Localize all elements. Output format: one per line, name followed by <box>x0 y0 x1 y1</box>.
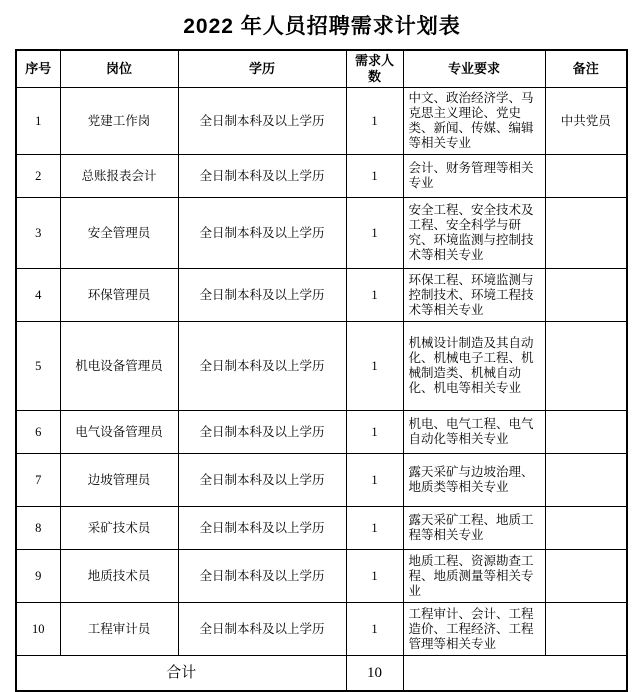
cell-position: 电气设备管理员 <box>60 411 178 454</box>
cell-remark <box>545 550 627 603</box>
cell-education: 全日制本科及以上学历 <box>178 507 346 550</box>
cell-count: 1 <box>346 411 403 454</box>
cell-major: 会计、财务管理等相关专业 <box>403 155 545 198</box>
table-row <box>16 454 627 507</box>
cell-no: 7 <box>16 454 60 507</box>
cell-position: 机电设备管理员 <box>60 322 178 411</box>
cell-remark <box>545 454 627 507</box>
cell-position: 总账报表会计 <box>60 155 178 198</box>
cell-major: 工程审计、会计、工程造价、工程经济、工程管理等相关专业 <box>403 603 545 656</box>
cell-major: 机械设计制造及其自动化、机械电子工程、机械制造类、机械自动化、机电等相关专业 <box>403 322 545 411</box>
cell-count: 1 <box>346 198 403 269</box>
cell-remark <box>545 269 627 322</box>
cell-position: 工程审计员 <box>60 603 178 656</box>
cell-count: 1 <box>346 155 403 198</box>
cell-education: 全日制本科及以上学历 <box>178 198 346 269</box>
table-row <box>16 198 627 269</box>
cell-remark <box>545 155 627 198</box>
cell-no: 3 <box>16 198 60 269</box>
summary-label: 合计 <box>16 656 346 692</box>
header-cell-remark: 备注 <box>545 50 627 88</box>
cell-no: 6 <box>16 411 60 454</box>
cell-remark <box>545 411 627 454</box>
table-row <box>16 411 627 454</box>
header-cell-no: 序号 <box>16 50 60 88</box>
recruitment-table <box>15 49 628 692</box>
cell-no: 8 <box>16 507 60 550</box>
header-cell-count: 需求人数 <box>346 50 403 88</box>
cell-no: 10 <box>16 603 60 656</box>
cell-education: 全日制本科及以上学历 <box>178 322 346 411</box>
cell-education: 全日制本科及以上学历 <box>178 454 346 507</box>
cell-education: 全日制本科及以上学历 <box>178 550 346 603</box>
cell-major: 环保工程、环境监测与控制技术、环境工程技术等相关专业 <box>403 269 545 322</box>
cell-remark <box>545 603 627 656</box>
table-header-row <box>16 50 627 88</box>
summary-row <box>16 656 627 692</box>
cell-remark <box>545 198 627 269</box>
cell-no: 4 <box>16 269 60 322</box>
page-title: 2022 年人员招聘需求计划表 <box>183 15 461 38</box>
cell-no: 1 <box>16 88 60 155</box>
cell-position: 边坡管理员 <box>60 454 178 507</box>
cell-position: 环保管理员 <box>60 269 178 322</box>
table-row <box>16 603 627 656</box>
header-cell-position: 岗位 <box>60 50 178 88</box>
cell-remark <box>545 322 627 411</box>
cell-no: 9 <box>16 550 60 603</box>
table-row <box>16 155 627 198</box>
cell-major: 地质工程、资源勘查工程、地质测量等相关专业 <box>403 550 545 603</box>
cell-major: 露天采矿工程、地质工程等相关专业 <box>403 507 545 550</box>
cell-education: 全日制本科及以上学历 <box>178 88 346 155</box>
cell-position: 地质技术员 <box>60 550 178 603</box>
summary-note <box>403 656 627 692</box>
cell-count: 1 <box>346 550 403 603</box>
header-cell-education: 学历 <box>178 50 346 88</box>
cell-major: 安全工程、安全技术及工程、安全科学与研究、环境监测与控制技术等相关专业 <box>403 198 545 269</box>
table-row <box>16 322 627 411</box>
cell-education: 全日制本科及以上学历 <box>178 603 346 656</box>
cell-count: 1 <box>346 454 403 507</box>
header-cell-major: 专业要求 <box>403 50 545 88</box>
summary-total: 10 <box>346 656 403 692</box>
cell-education: 全日制本科及以上学历 <box>178 269 346 322</box>
cell-position: 党建工作岗 <box>60 88 178 155</box>
table-row <box>16 88 627 155</box>
cell-major: 机电、电气工程、电气自动化等相关专业 <box>403 411 545 454</box>
cell-remark <box>545 507 627 550</box>
cell-count: 1 <box>346 603 403 656</box>
cell-no: 2 <box>16 155 60 198</box>
cell-remark: 中共党员 <box>545 88 627 155</box>
cell-education: 全日制本科及以上学历 <box>178 411 346 454</box>
cell-count: 1 <box>346 322 403 411</box>
cell-education: 全日制本科及以上学历 <box>178 155 346 198</box>
cell-major: 中文、政治经济学、马克思主义理论、党史类、新闻、传媒、编辑等相关专业 <box>403 88 545 155</box>
cell-major: 露天采矿与边坡治理、地质类等相关专业 <box>403 454 545 507</box>
table-row <box>16 269 627 322</box>
table-row <box>16 550 627 603</box>
cell-count: 1 <box>346 507 403 550</box>
cell-position: 安全管理员 <box>60 198 178 269</box>
table-row <box>16 507 627 550</box>
cell-count: 1 <box>346 269 403 322</box>
cell-position: 采矿技术员 <box>60 507 178 550</box>
cell-count: 1 <box>346 88 403 155</box>
cell-no: 5 <box>16 322 60 411</box>
